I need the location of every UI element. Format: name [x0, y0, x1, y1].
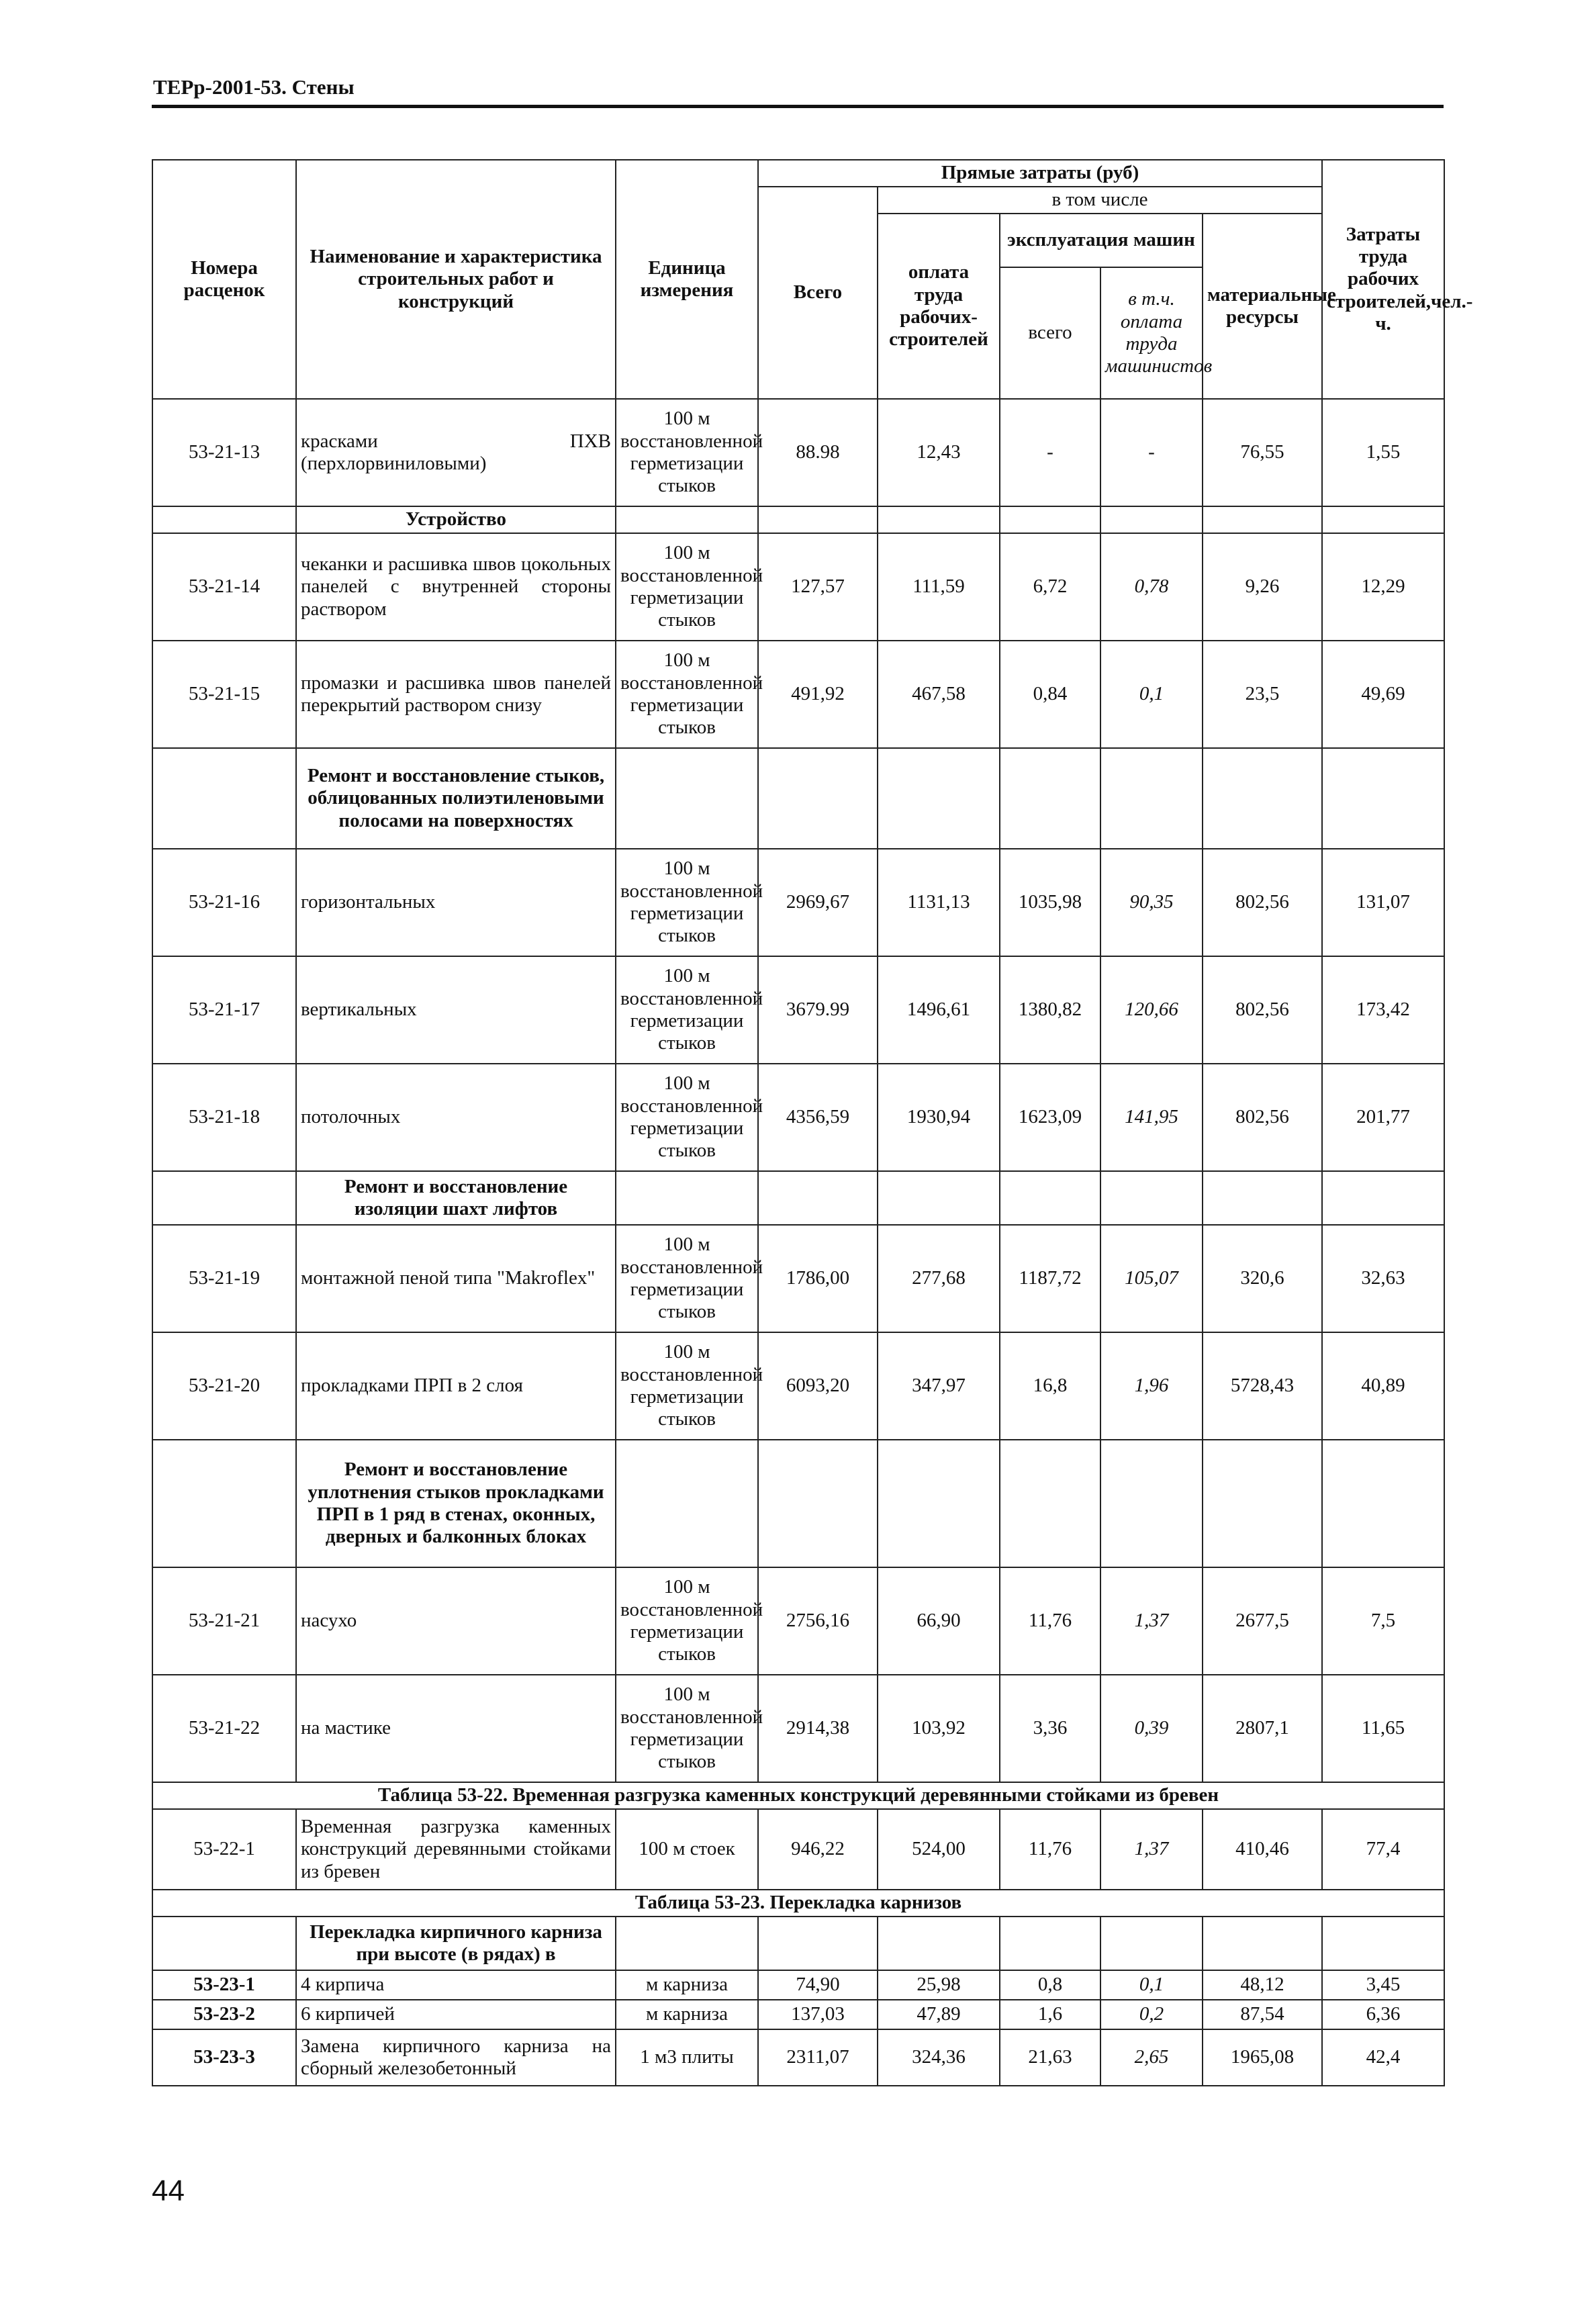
row-total: 88.98: [758, 399, 878, 506]
row-total: 946,22: [758, 1809, 878, 1890]
table-row: [152, 1567, 1444, 1675]
table-row: [152, 1225, 1444, 1332]
section-row: [152, 1917, 1444, 1970]
row-labor: 6,36: [1322, 2000, 1444, 2029]
row-unit: 100 м восстановленной герметизации стыков: [616, 641, 758, 748]
row-materials: 802,56: [1203, 1064, 1322, 1171]
section-title: Ремонт и восстановление стыков, облицованных полиэтиленовыми полосами на поверхностях: [296, 748, 616, 849]
row-code: 53-21-14: [152, 533, 296, 641]
row-name: монтажной пеной типа "Makroflex": [296, 1225, 616, 1332]
row-mach: 16,8: [1000, 1332, 1100, 1440]
row-mach-wages: 141,95: [1100, 1064, 1203, 1171]
table-row: [152, 1809, 1444, 1890]
row-code: 53-21-16: [152, 849, 296, 956]
row-mach-wages: 2,65: [1100, 2029, 1203, 2086]
row-total: 137,03: [758, 2000, 878, 2029]
row-mach: 3,36: [1000, 1675, 1100, 1782]
row-wages: 66,90: [878, 1567, 1000, 1675]
section-row: [152, 748, 1444, 849]
col-unit-header: Единица измерения: [616, 160, 758, 399]
row-unit: 100 м восстановленной герметизации стыков: [616, 1225, 758, 1332]
row-name: Замена кирпичного карниза на сборный железобетонный: [296, 2029, 616, 2086]
page-number: 44: [152, 2174, 185, 2207]
row-total: 1786,00: [758, 1225, 878, 1332]
row-mach: 11,76: [1000, 1567, 1100, 1675]
row-name: потолочных: [296, 1064, 616, 1171]
row-code: 53-21-21: [152, 1567, 296, 1675]
row-total: 2914,38: [758, 1675, 878, 1782]
col-name-header: Наименование и характеристика строительных работ и конструкций: [296, 160, 616, 399]
row-name: вертикальных: [296, 956, 616, 1064]
row-total: 127,57: [758, 533, 878, 641]
row-code: 53-23-1: [152, 1970, 296, 2000]
row-wages: 111,59: [878, 533, 1000, 641]
col-total-header: Всего: [758, 187, 878, 399]
col-incl-header: в том числе: [878, 187, 1322, 214]
row-code: 53-21-18: [152, 1064, 296, 1171]
row-labor: 201,77: [1322, 1064, 1444, 1171]
row-name: 6 кирпичей: [296, 2000, 616, 2029]
row-mach-wages: 0,1: [1100, 641, 1203, 748]
row-mach: 6,72: [1000, 533, 1100, 641]
table-row: [152, 956, 1444, 1064]
row-mach: 0,84: [1000, 641, 1100, 748]
row-mach: 1035,98: [1000, 849, 1100, 956]
row-mach-wages: 1,37: [1100, 1809, 1203, 1890]
row-mach: -: [1000, 399, 1100, 506]
row-name: Временная разгрузка каменных конструкций деревянными стойками из бревен: [296, 1809, 616, 1890]
row-wages: 347,97: [878, 1332, 1000, 1440]
row-unit: м карниза: [616, 2000, 758, 2029]
table-row: [152, 2000, 1444, 2029]
table-22-title: Таблица 53-22. Временная разгрузка каменных конструкций деревянными стойками из бревен: [152, 1782, 1444, 1809]
section-title: Устройство: [296, 506, 616, 533]
row-mach-wages: 120,66: [1100, 956, 1203, 1064]
row-materials: 9,26: [1203, 533, 1322, 641]
section-title: Перекладка кирпичного карниза при высоте (в рядах) в: [296, 1917, 616, 1970]
col-code-header: Номера расценок: [152, 160, 296, 399]
section-title: Ремонт и восстановление уплотнения стыков прокладками ПРП в 1 ряд в стенах, оконных, дверных и балконных блоках: [296, 1440, 616, 1567]
row-code: 53-23-2: [152, 2000, 296, 2029]
row-labor: 49,69: [1322, 641, 1444, 748]
table-row: [152, 533, 1444, 641]
row-labor: 131,07: [1322, 849, 1444, 956]
row-labor: 12,29: [1322, 533, 1444, 641]
row-labor: 3,45: [1322, 1970, 1444, 2000]
row-name: 4 кирпича: [296, 1970, 616, 2000]
row-total: 6093,20: [758, 1332, 878, 1440]
row-total: 4356,59: [758, 1064, 878, 1171]
row-mach-wages: -: [1100, 399, 1203, 506]
section-title: Ремонт и восстановление изоляции шахт лифтов: [296, 1171, 616, 1225]
row-labor: 1,55: [1322, 399, 1444, 506]
table-row: [152, 2029, 1444, 2086]
row-total: 2969,67: [758, 849, 878, 956]
table-row: [152, 641, 1444, 748]
row-total: 3679.99: [758, 956, 878, 1064]
row-wages: 103,92: [878, 1675, 1000, 1782]
row-wages: 277,68: [878, 1225, 1000, 1332]
table-23-title: Таблица 53-23. Перекладка карнизов: [152, 1890, 1444, 1917]
row-mach-wages: 105,07: [1100, 1225, 1203, 1332]
table-row: [152, 1675, 1444, 1782]
row-labor: 40,89: [1322, 1332, 1444, 1440]
row-materials: 2677,5: [1203, 1567, 1322, 1675]
row-total: 2311,07: [758, 2029, 878, 2086]
col-direct-header: Прямые затраты (руб): [758, 160, 1322, 187]
row-unit: 100 м восстановленной герметизации стыков: [616, 399, 758, 506]
row-wages: 524,00: [878, 1809, 1000, 1890]
section-row: [152, 1171, 1444, 1225]
row-name: чеканки и расшивка швов цокольных панелей с внутренней стороны раствором: [296, 533, 616, 641]
col-mach-total-header: всего: [1000, 267, 1100, 399]
row-mach: 21,63: [1000, 2029, 1100, 2086]
row-total: 491,92: [758, 641, 878, 748]
row-name: на мастике: [296, 1675, 616, 1782]
header-rule: [152, 105, 1444, 108]
row-materials: 87,54: [1203, 2000, 1322, 2029]
row-materials: 2807,1: [1203, 1675, 1322, 1782]
row-materials: 76,55: [1203, 399, 1322, 506]
page-header-title: ТЕРр-2001-53. Стены: [153, 75, 355, 99]
col-labor-header: Затраты труда рабочих строителей,чел.-ч.: [1322, 160, 1444, 399]
row-materials: 48,12: [1203, 1970, 1322, 2000]
row-materials: 23,5: [1203, 641, 1322, 748]
row-unit: 100 м восстановленной герметизации стыков: [616, 533, 758, 641]
rates-table: [152, 159, 1473, 2086]
row-code: 53-22-1: [152, 1809, 296, 1890]
row-materials: 320,6: [1203, 1225, 1322, 1332]
row-mach-wages: 1,96: [1100, 1332, 1203, 1440]
row-name: насухо: [296, 1567, 616, 1675]
row-mach: 1380,82: [1000, 956, 1100, 1064]
row-unit: 100 м восстановленной герметизации стыков: [616, 1567, 758, 1675]
row-unit: 100 м восстановленной герметизации стыков: [616, 956, 758, 1064]
row-total: 74,90: [758, 1970, 878, 2000]
row-wages: 1930,94: [878, 1064, 1000, 1171]
row-name: промазки и расшивка швов панелей перекрытий раствором снизу: [296, 641, 616, 748]
row-labor: 77,4: [1322, 1809, 1444, 1890]
row-labor: 32,63: [1322, 1225, 1444, 1332]
row-unit: 100 м восстановленной герметизации стыков: [616, 1675, 758, 1782]
row-wages: 324,36: [878, 2029, 1000, 2086]
table-row: [152, 849, 1444, 956]
row-name: прокладками ПРП в 2 слоя: [296, 1332, 616, 1440]
row-code: 53-23-3: [152, 2029, 296, 2086]
row-labor: 7,5: [1322, 1567, 1444, 1675]
row-wages: 1131,13: [878, 849, 1000, 956]
row-wages: 25,98: [878, 1970, 1000, 2000]
col-materials-header: материальные ресурсы: [1203, 214, 1322, 399]
row-mach: 1623,09: [1000, 1064, 1100, 1171]
row-unit: 100 м восстановленной герметизации стыков: [616, 849, 758, 956]
row-name: красками ПХВ (перхлорвиниловыми): [296, 399, 616, 506]
row-name: горизонтальных: [296, 849, 616, 956]
row-wages: 1496,61: [878, 956, 1000, 1064]
row-materials: 802,56: [1203, 956, 1322, 1064]
row-total: 2756,16: [758, 1567, 878, 1675]
row-unit: 100 м восстановленной герметизации стыков: [616, 1064, 758, 1171]
row-mach-wages: 0,1: [1100, 1970, 1203, 2000]
row-mach-wages: 0,78: [1100, 533, 1203, 641]
table-row: [152, 1332, 1444, 1440]
row-mach-wages: 90,35: [1100, 849, 1203, 956]
table-row: [152, 1970, 1444, 2000]
section-row: [152, 1440, 1444, 1567]
row-labor: 11,65: [1322, 1675, 1444, 1782]
row-unit: 100 м восстановленной герметизации стыков: [616, 1332, 758, 1440]
row-materials: 802,56: [1203, 849, 1322, 956]
table-title-row: [152, 1782, 1444, 1809]
table-row: [152, 1064, 1444, 1171]
row-code: 53-21-22: [152, 1675, 296, 1782]
row-unit: 1 м3 плиты: [616, 2029, 758, 2086]
col-wages-header: оплата труда рабочих-строителей: [878, 214, 1000, 399]
row-mach-wages: 0,39: [1100, 1675, 1203, 1782]
row-wages: 467,58: [878, 641, 1000, 748]
row-code: 53-21-17: [152, 956, 296, 1064]
row-code: 53-21-15: [152, 641, 296, 748]
row-unit: 100 м стоек: [616, 1809, 758, 1890]
row-wages: 47,89: [878, 2000, 1000, 2029]
row-mach: 1187,72: [1000, 1225, 1100, 1332]
row-wages: 12,43: [878, 399, 1000, 506]
row-unit: м карниза: [616, 1970, 758, 2000]
col-mach-wages-header: в т.ч. оплата труда машинистов: [1100, 267, 1203, 399]
col-machines-header: эксплуатация машин: [1000, 214, 1203, 267]
table-title-row: [152, 1890, 1444, 1917]
row-code: 53-21-19: [152, 1225, 296, 1332]
row-materials: 410,46: [1203, 1809, 1322, 1890]
row-mach-wages: 0,2: [1100, 2000, 1203, 2029]
row-labor: 173,42: [1322, 956, 1444, 1064]
row-labor: 42,4: [1322, 2029, 1444, 2086]
row-mach: 0,8: [1000, 1970, 1100, 2000]
row-mach: 1,6: [1000, 2000, 1100, 2029]
row-materials: 1965,08: [1203, 2029, 1322, 2086]
row-code: 53-21-20: [152, 1332, 296, 1440]
section-row: [152, 506, 1444, 533]
row-materials: 5728,43: [1203, 1332, 1322, 1440]
row-code: 53-21-13: [152, 399, 296, 506]
row-mach: 11,76: [1000, 1809, 1100, 1890]
table-row: [152, 399, 1444, 506]
row-mach-wages: 1,37: [1100, 1567, 1203, 1675]
